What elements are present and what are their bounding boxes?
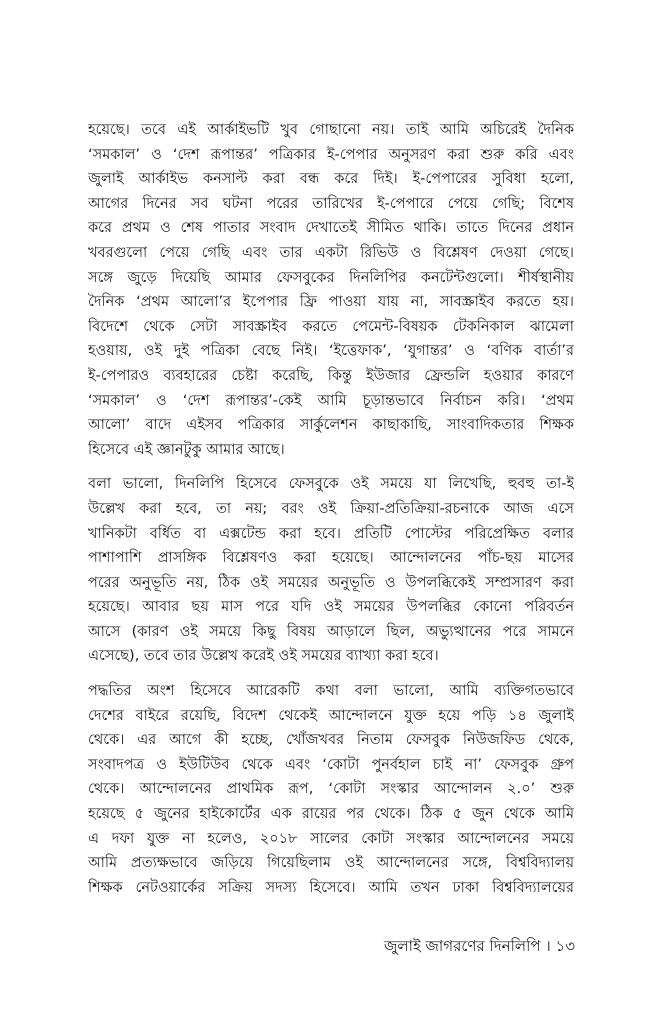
running-footer xyxy=(384,934,575,958)
text-line: পাশাপাশি প্রাসঙ্গিক বিশ্লেষণও করা হয়েছে। আন্দোলনের পাঁচ-ছয় মাসের xyxy=(88,550,574,567)
text-line: উল্লেখ করা হবে, তা নয়; বরং ওই ক্রিয়া-প্রতিক্রিয়া-রচনাকে আজ এসে xyxy=(88,500,574,517)
text-line: খবরগুলো পেয়ে গেছি এবং তার একটা রিভিউ ও বিশ্লেষণ দেওয়া গেছে। xyxy=(88,244,574,261)
paragraph-1 xyxy=(88,118,574,462)
text-line: শিক্ষক নেটওয়ার্কের সক্রিয় সদস্য হিসেবে। আমি তখন ঢাকা বিশ্ববিদ্যালয়ের xyxy=(88,879,574,896)
text-line: হওয়ায়, ওই দুই পত্রিকা বেছে নিই। ‘ইত্তেফাক’, ‘যুগান্তর’ ও ‘বণিক বার্তা’র xyxy=(88,343,574,360)
text-line: আলো’ বাদে এইসব পত্রিকার সার্কুলেশন কাছাকাছি, সাংবাদিকতার শিক্ষক xyxy=(88,417,574,434)
text-line: থেকে। এর আগে কী হচ্ছে, খোঁজখবর নিতাম ফেসবুক নিউজফিড থেকে, xyxy=(88,732,574,749)
text-line: আমি প্রত্যক্ষভাবে জড়িয়ে গিয়েছিলাম ওই আন্দোলনের সঙ্গে, বিশ্ববিদ্যালয় xyxy=(88,855,574,872)
body-text xyxy=(88,118,574,910)
text-line: ‘সমকাল’ ও ‘দেশ রূপান্তর’ পত্রিকার ই-পেপার অনুসরণ করা শুরু করি এবং xyxy=(88,146,574,163)
text-line: দৈনিক ‘প্রথম আলো’র ইপেপার ফ্রি পাওয়া যায় না, সাবস্ক্রাইব করতে হয়। xyxy=(88,294,574,311)
text-line: সংবাদপত্র ও ইউটিউব থেকে এবং ‘কোটা পুনর্বহাল চাই না’ ফেসবুক গ্রুপ xyxy=(88,756,574,773)
text-line: বিদেশে থেকে সেটা সাবস্ক্রাইব করতে পেমেন্ট-বিষয়ক টেকনিকাল ঝামেলা xyxy=(88,318,574,335)
text-line: দেশের বাইরে রয়েছি, বিদেশ থেকেই আন্দোলনে যুক্ত হয়ে পড়ি ১৪ জুলাই xyxy=(88,707,574,724)
text-line: এসেছে), তবে তার উল্লেখ করেই ওই সময়ের ব্যাখ্যা করা হবে। xyxy=(88,648,439,665)
text-line: এ দফা যুক্ত না হলেও, ২০১৮ সালের কোটা সংস্কার আন্দোলনের সময়ে xyxy=(88,830,574,847)
text-line: হয়েছে ৫ জুনের হাইকোর্টের এক রায়ের পর থেকে। ঠিক ৫ জুন থেকে আমি xyxy=(88,806,574,823)
text-line: করে প্রথম ও শেষ পাতার সংবাদ দেখাতেই সীমিত থাকি। তাতে দিনের প্রধান xyxy=(88,220,574,237)
footer-book-title: জুলাই জাগরণের দিনলিপি xyxy=(384,937,541,955)
paragraph-2 xyxy=(88,472,574,669)
text-line: আসে (কারণ ওই সময়ে কিছু বিষয় আড়ালে ছিল, অভ্যুত্থানের পরে সামনে xyxy=(88,623,574,640)
text-line: জুলাই আর্কাইভ কনসাল্ট করা বন্ধ করে দিই। ই-পেপারের সুবিধা হলো, xyxy=(88,171,574,188)
text-line: থেকে। আন্দোলনের প্রাথমিক রূপ, ‘কোটা সংস্কার আন্দোলন ২.০’ শুরু xyxy=(88,781,574,798)
footer-separator: । xyxy=(545,937,551,955)
text-line: ই-পেপারও ব্যবহারের চেষ্টা করেছি, কিন্তু ইউজার ফ্রেন্ডলি হওয়ার কারণে xyxy=(88,367,574,384)
text-line: আগের দিনের সব ঘটনা পরের তারিখের ই-পেপারে পেয়ে গেছি; বিশেষ xyxy=(88,195,574,212)
text-line: পদ্ধতির অংশ হিসেবে আরেকটি কথা বলা ভালো, আমি ব্যক্তিগতভাবে xyxy=(88,683,574,700)
text-line: ‘সমকাল’ ও ‘দেশ রূপান্তর’-কেই আমি চূড়ান্তভাবে নির্বাচন করি। ‘প্রথম xyxy=(88,392,574,409)
text-line: হয়েছে। আবার ছয় মাস পরে যদি ওই সময়ের উপলব্ধির কোনো পরিবর্তন xyxy=(88,599,574,616)
text-line: বলা ভালো, দিনলিপি হিসেবে ফেসবুকে ওই সময়ে যা লিখেছি, হুবহু তা-ই xyxy=(88,476,574,493)
text-line: পরের অনুভূতি নয়, ঠিক ওই সময়ের অনুভূতি ও উপলব্ধিকেই সম্প্রসারণ করা xyxy=(88,574,574,591)
text-line: সঙ্গে জুড়ে দিয়েছি আমার ফেসবুকের দিনলিপির কনটেন্টগুলো। শীর্ষস্থানীয় xyxy=(88,269,574,286)
text-line: হিসেবে এই জ্ঞানটুকু আমার আছে। xyxy=(88,441,285,458)
text-line: হয়েছে। তবে এই আর্কাইভটি খুব গোছানো নয়। তাই আমি অচিরেই দৈনিক xyxy=(88,122,574,138)
paragraph-3 xyxy=(88,679,574,900)
page-number: ১৩ xyxy=(555,937,575,955)
text-line: খানিকটা বর্ধিত বা এক্সটেন্ড করা হবে। প্রতিটি পোস্টের পরিপ্রেক্ষিত বলার xyxy=(88,525,574,542)
